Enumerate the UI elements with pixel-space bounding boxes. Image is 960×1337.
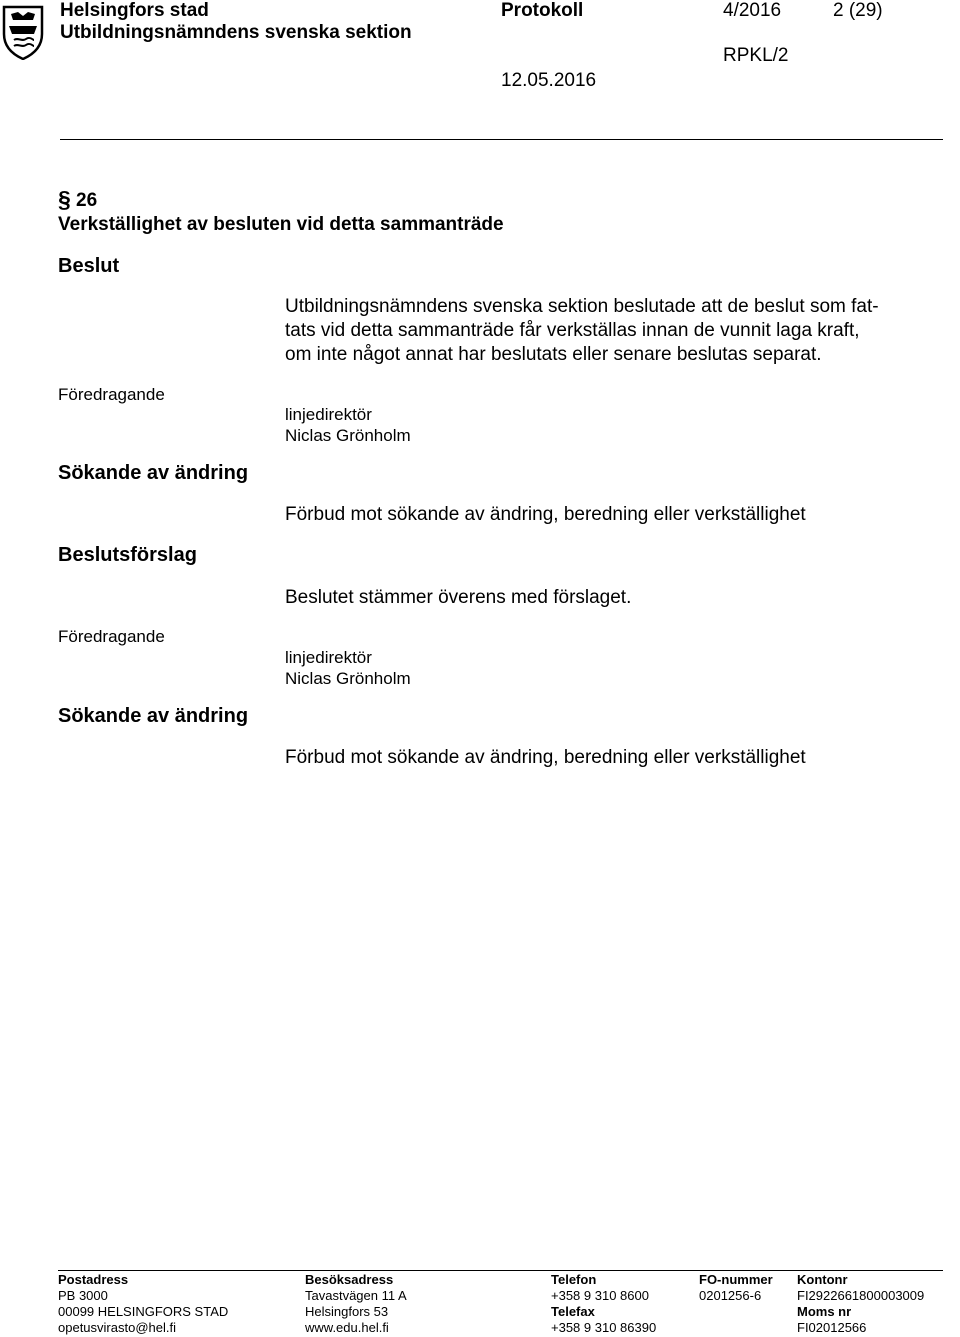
page-number: 2 (29)	[833, 0, 883, 21]
beslut-text-line-3: om inte något annat har beslutats eller senare beslutas separat.	[285, 344, 822, 365]
appeal-text: Förbud mot sökande av ändring, beredning eller verkställighet	[285, 504, 806, 525]
footer-postal-address	[58, 1272, 228, 1336]
section-sign: §	[58, 186, 71, 212]
visit-line-2: Helsingfors 53	[305, 1304, 389, 1319]
beslut-text-line-2: tats vid detta sammanträde får verkställas innan de vunnit laga kraft,	[285, 320, 860, 341]
visit-line-1: Tavastvägen 11 A	[305, 1288, 407, 1303]
postal-line-2: 00099 HELSINGFORS STAD	[58, 1304, 229, 1319]
document-reference: RPKL/2	[723, 45, 789, 66]
document-number: 4/2016	[723, 0, 782, 21]
postal-email: opetusvirasto@hel.fi	[58, 1320, 176, 1335]
account-number: FI2922661800003009	[797, 1288, 925, 1303]
phone-heading: Telefon	[551, 1272, 597, 1287]
footer-account	[797, 1272, 924, 1336]
fax-number: +358 9 310 86390	[551, 1320, 657, 1335]
unit-name: Utbildningsnämndens svenska sektion	[60, 22, 412, 43]
footer-phone	[551, 1272, 656, 1336]
organization-name: Helsingfors stad	[60, 0, 209, 21]
vat-number: FI02012566	[797, 1320, 867, 1335]
section-title: Verkställighet av besluten vid detta sammanträde	[58, 214, 504, 235]
visit-website: www.edu.hel.fi	[305, 1320, 389, 1335]
section-number: 26	[76, 190, 98, 211]
meeting-date: 12.05.2016	[501, 70, 597, 91]
beslut-label: Beslut	[58, 255, 120, 277]
footer-business-id	[699, 1272, 773, 1304]
business-id: 0201256-6	[699, 1288, 762, 1303]
proposal-presenter-label: Föredragande	[58, 627, 165, 646]
proposal-label: Beslutsförslag	[58, 544, 197, 566]
presenter-name: Niclas Grönholm	[285, 426, 411, 445]
visit-heading: Besöksadress	[305, 1272, 394, 1287]
presenter-title: linjedirektör	[285, 405, 372, 424]
postal-heading: Postadress	[58, 1272, 129, 1287]
account-heading: Kontonr	[797, 1272, 848, 1287]
header-divider	[60, 139, 943, 140]
proposal-text: Beslutet stämmer överens med förslaget.	[285, 587, 632, 608]
proposal-presenter-title: linjedirektör	[285, 648, 372, 667]
document-type: Protokoll	[501, 0, 584, 21]
vat-heading: Moms nr	[797, 1304, 852, 1319]
presenter-label: Föredragande	[58, 385, 165, 404]
beslut-text-line-1: Utbildningsnämndens svenska sektion beslutade att de beslut som fat-	[285, 296, 879, 317]
footer-divider	[58, 1270, 943, 1271]
proposal-presenter-name: Niclas Grönholm	[285, 669, 411, 688]
phone-number: +358 9 310 8600	[551, 1288, 649, 1303]
postal-line-1: PB 3000	[58, 1288, 108, 1303]
appeal-label: Sökande av ändring	[58, 462, 249, 484]
fax-heading: Telefax	[551, 1304, 595, 1319]
city-crest-logo	[0, 4, 46, 60]
proposal-appeal-label: Sökande av ändring	[58, 705, 249, 727]
footer-visit-address	[305, 1272, 407, 1336]
business-id-heading: FO-nummer	[699, 1272, 773, 1287]
proposal-appeal-text: Förbud mot sökande av ändring, beredning eller verkställighet	[285, 747, 806, 768]
